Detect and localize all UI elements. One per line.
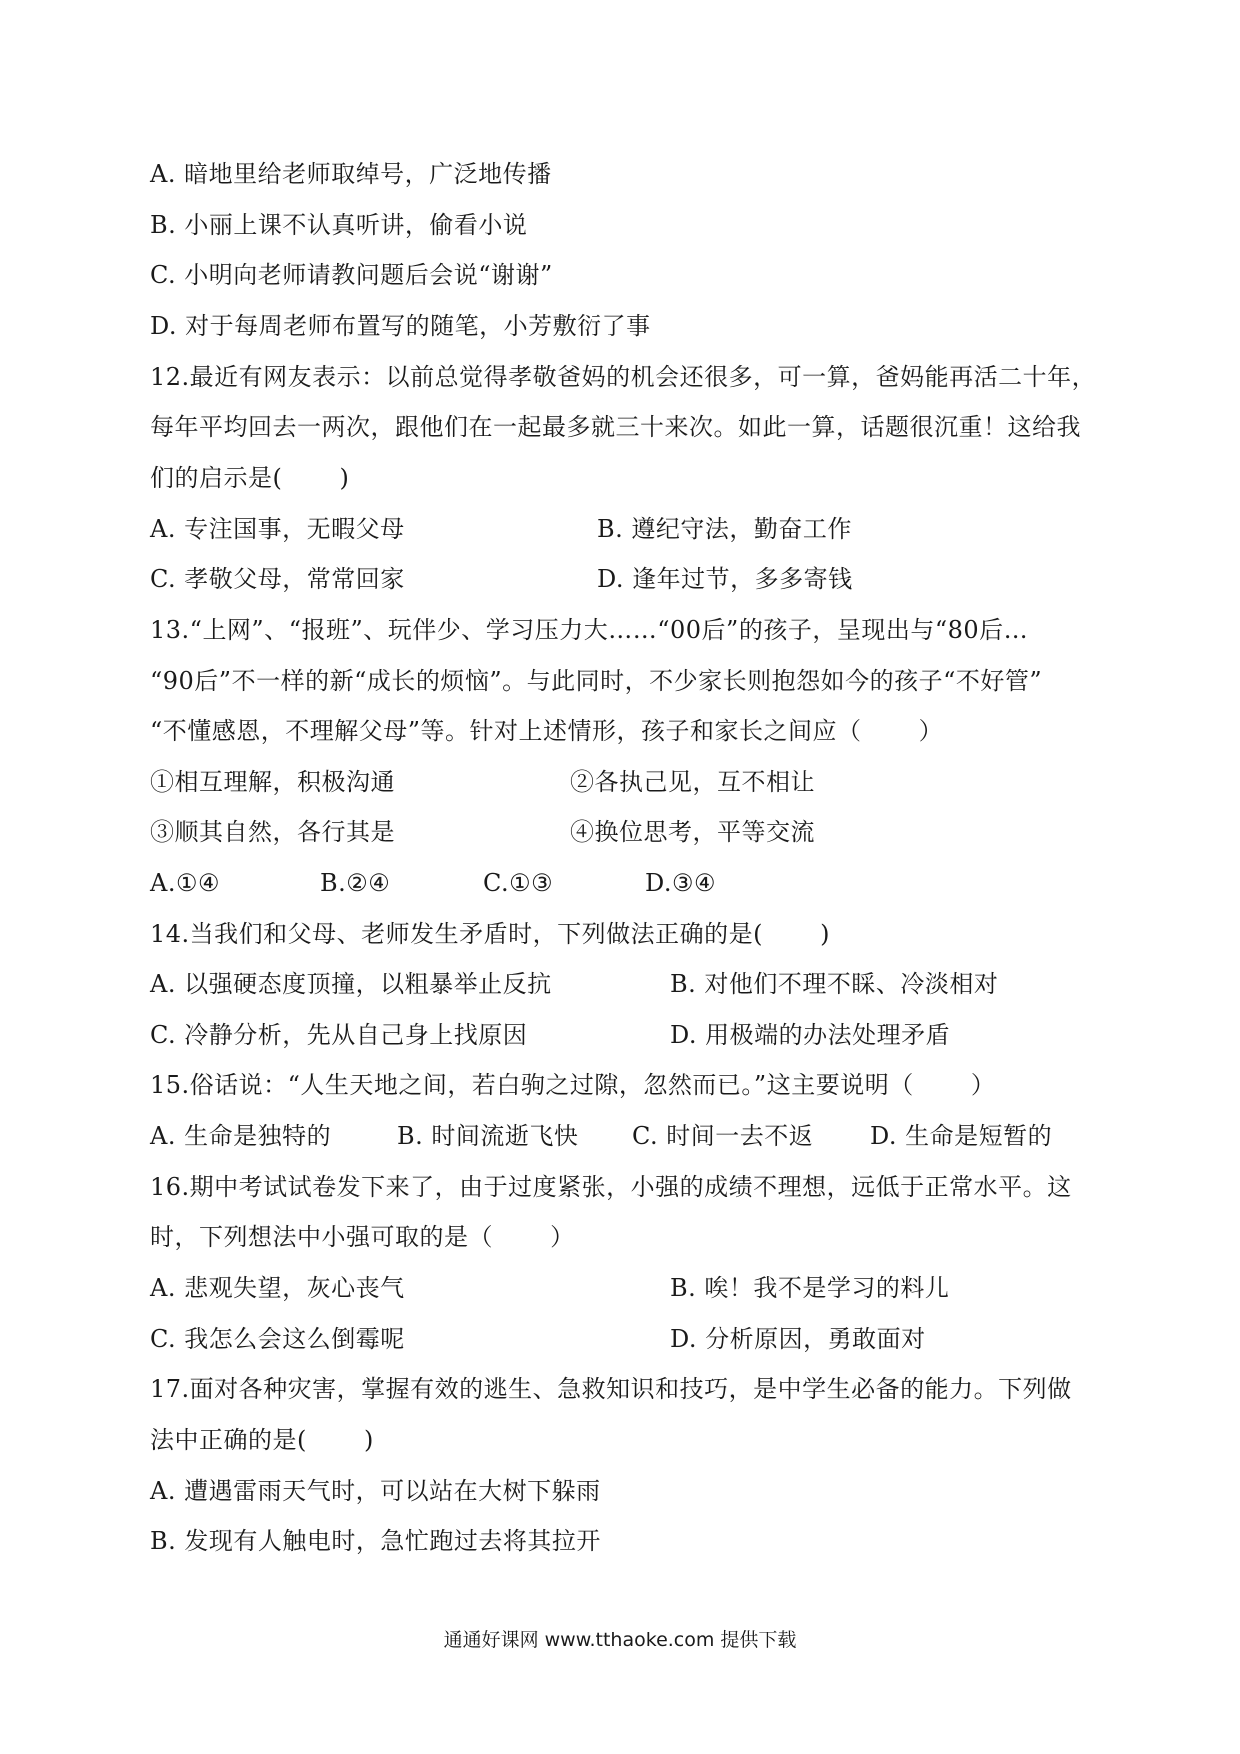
q12-stem-line-1: 12.最近有网友表示：以前总觉得孝敬爸妈的机会还很多，可一算，爸妈能再活二十年， (150, 363, 1097, 391)
q17-option-b: B. 发现有人触电时，急忙跑过去将其拉开 (150, 1527, 601, 1555)
q12-option-d: D. 逢年过节，多多寄钱 (597, 565, 853, 593)
q14-option-a: A. 以强硬态度顶撞，以粗暴举止反抗 (150, 970, 552, 998)
q13-option-a: A.①④ (150, 869, 220, 897)
q15-option-d: D. 生命是短暂的 (870, 1122, 1053, 1150)
q17-option-a: A. 遭遇雷雨天气时，可以站在大树下躲雨 (150, 1477, 601, 1505)
q15-option-a: A. 生命是独特的 (150, 1122, 332, 1150)
q15-option-c: C. 时间一去不返 (632, 1122, 814, 1150)
q15-option-b: B. 时间流逝飞快 (397, 1122, 579, 1150)
q13-option-d: D.③④ (645, 869, 717, 897)
q13-stem-line-3: “不懂感恩，不理解父母”等。针对上述情形，孩子和家长之间应（ ） (150, 717, 944, 745)
q14-stem: 14.当我们和父母、老师发生矛盾时，下列做法正确的是( ) (150, 920, 831, 948)
q12-option-a: A. 专注国事，无暇父母 (150, 515, 405, 543)
q16-option-a: A. 悲观失望，灰心丧气 (150, 1274, 405, 1302)
q13-statement-4: ④换位思考，平等交流 (570, 818, 815, 846)
q16-option-d: D. 分析原因，勇敢面对 (670, 1325, 926, 1353)
q13-statement-3: ③顺其自然，各行其是 (150, 818, 395, 846)
q14-option-d: D. 用极端的办法处理矛盾 (670, 1021, 951, 1049)
q11-option-b: B. 小丽上课不认真听讲，偷看小说 (150, 211, 528, 239)
q13-statement-1: ①相互理解，积极沟通 (150, 768, 395, 796)
q17-stem-line-2: 法中正确的是( ) (150, 1426, 374, 1454)
q17-stem-line-1: 17.面对各种灾害，掌握有效的逃生、急救知识和技巧，是中学生必备的能力。下列做 (150, 1375, 1072, 1403)
page-footer: 通通好课网 www.tthaoke.com 提供下载 (443, 1629, 797, 1651)
q13-statement-2: ②各执己见，互不相让 (570, 768, 815, 796)
q16-option-c: C. 我怎么会这么倒霉呢 (150, 1325, 405, 1353)
q12-stem-line-3: 们的启示是( ) (150, 464, 350, 492)
q11-option-a: A. 暗地里给老师取绰号，广泛地传播 (150, 160, 552, 188)
q13-stem-line-1: 13.“上网”、“报班”、玩伴少、学习压力大……“00后”的孩子，呈现出与“80后… (150, 616, 1029, 644)
q11-option-c: C. 小明向老师请教问题后会说“谢谢” (150, 261, 553, 289)
q12-stem-line-2: 每年平均回去一两次，跟他们在一起最多就三十来次。如此一算，话题很沉重！这给我 (150, 413, 1081, 441)
q13-stem-line-2: “90后”不一样的新“成长的烦恼”。与此同时，不少家长则抱怨如今的孩子“不好管” (150, 667, 1043, 695)
q12-option-c: C. 孝敬父母，常常回家 (150, 565, 405, 593)
q14-option-b: B. 对他们不理不睬、冷淡相对 (670, 970, 999, 998)
q11-option-d: D. 对于每周老师布置写的随笔，小芳敷衍了事 (150, 312, 651, 340)
q15-stem: 15.俗话说：“人生天地之间，若白驹之过隙，忽然而已。”这主要说明（ ） (150, 1071, 996, 1099)
q16-stem-line-2: 时，下列想法中小强可取的是（ ） (150, 1223, 575, 1251)
q14-option-c: C. 冷静分析，先从自己身上找原因 (150, 1021, 528, 1049)
q13-option-c: C.①③ (483, 869, 554, 897)
q12-option-b: B. 遵纪守法，勤奋工作 (597, 515, 852, 543)
q13-option-b: B.②④ (320, 869, 391, 897)
q16-stem-line-1: 16.期中考试试卷发下来了，由于过度紧张，小强的成绩不理想，远低于正常水平。这 (150, 1173, 1072, 1201)
q16-option-b: B. 唉！我不是学习的料儿 (670, 1274, 950, 1302)
